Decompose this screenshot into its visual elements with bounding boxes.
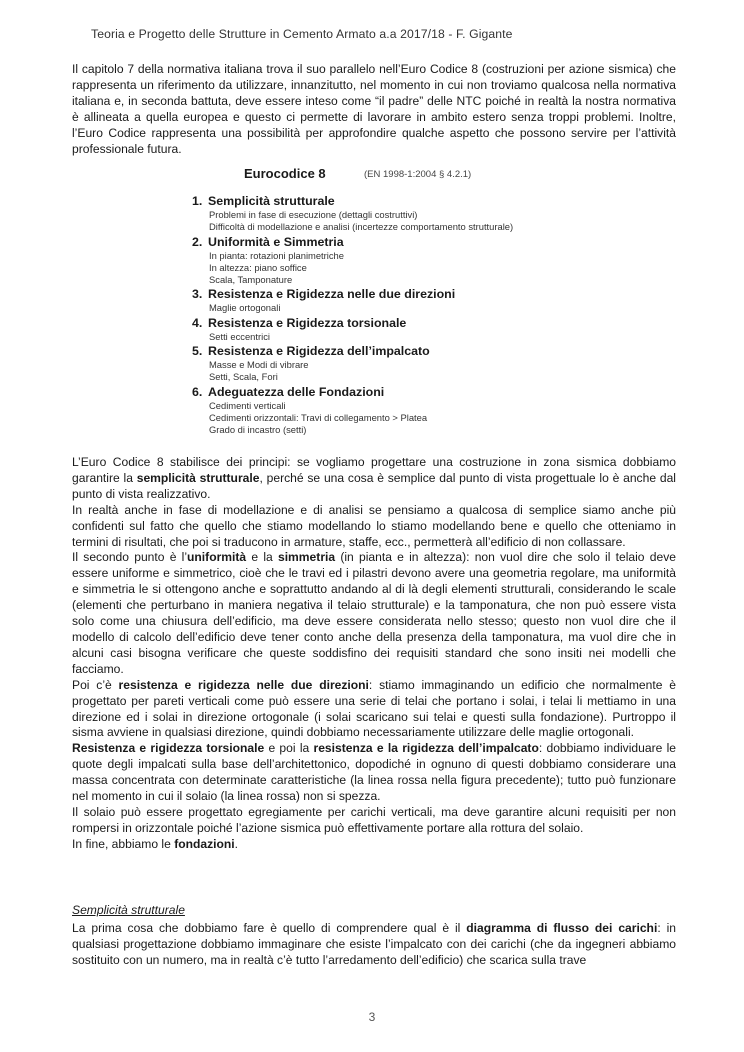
item-sub: Cedimenti orizzontali: Travi di collegamento > Platea xyxy=(209,411,428,423)
page-number: 3 xyxy=(368,1010,376,1024)
bold-term: resistenza e rigidezza nelle due direzioni xyxy=(118,677,369,692)
page-header: Teoria e Progetto delle Strutture in Cemento Armato a.a 2017/18 - F. Gigante xyxy=(91,27,513,41)
text-run: , perché se una cosa è semplice dal punto di vista progettuale lo è anche dal punto di vista realizzativo. xyxy=(72,470,676,501)
figure-item xyxy=(192,193,513,234)
body-paragraph xyxy=(72,678,676,742)
item-sub: Problemi in fase di esecuzione (dettagli costruttivi) xyxy=(209,209,418,220)
item-sub: Cedimenti verticali xyxy=(209,399,286,411)
figure-item xyxy=(192,286,513,314)
item-number: 4. xyxy=(192,315,203,330)
figure-reference: (EN 1998-1:2004 § 4.2.1) xyxy=(364,169,472,180)
item-sub: Masse e Modi di vibrare xyxy=(209,359,309,371)
item-title: Adeguatezza delle Fondazioni xyxy=(208,384,385,399)
bold-term: simmetria xyxy=(277,550,336,565)
text-run: : in qualsiasi progettazione dobbiamo immaginare che esiste l’impalcato con dei carichi (che da ingegneri abbiamo sostituito con un numero, ma in realtà c’è tutto l’arredamento dell’edificio) che scarica sulla trave xyxy=(72,920,677,967)
body-paragraph xyxy=(72,550,676,677)
item-sub: In altezza: piano soffice xyxy=(209,261,307,273)
text-run: : dobbiamo individuare le quote degli impalcati sulla base dell’architettonico, dopodiché in ognuno di questi dobbiamo considerare una massa concentrata con determinate caratteristiche (la linea rossa nella figura precedente); tutto può funzionare nel momento in cui il solaio (la linea rossa) non si spezza. xyxy=(72,741,676,804)
bold-term: semplicità strutturale xyxy=(136,470,260,485)
item-number: 5. xyxy=(192,344,203,359)
body-paragraph xyxy=(72,741,676,805)
bold-term: fondazioni xyxy=(174,836,235,851)
text-run: La prima cosa che dobbiamo fare è quello di comprendere qual è il xyxy=(72,920,467,935)
figure-item xyxy=(192,234,513,287)
text-run: (in pianta e in altezza): non vuol dire che solo il telaio deve essere uniforme e simmetrico, cioè che le travi ed i pilastri devono avere una geometria regolare, ma uniformità e simmetria le si ottengono anche e soprattutto andando al di là degli elementi strutturali, considerando le scale (elementi che perturbano in maniera negativa il telaio strutturale) e la tamponatura, che non può essere vista solo come una chiusura dell’edificio, ma deve essere considerata nello stesso; questo non vuol dire che il modello di calcolo dell’edificio deve tener conto anche della presenza della tamponatura, ma vuol dire che in alcuni casi bisogna verificare che queste soddisfino dei requisiti standard che sono insiti nei modelli che facciamo. xyxy=(72,550,676,676)
text-run: L’Euro Codice 8 stabilisce dei principi: se vogliamo progettare una costruzione in zona sismica dobbiamo garantire la xyxy=(72,455,676,485)
bold-term: Resistenza e rigidezza torsionale xyxy=(72,741,265,756)
body-paragraph: In realtà anche in fase di modellazione e di analisi se pensiamo a qualcosa di semplice siamo anche più confidenti sul fatto che quello che stiamo modellando lo stiamo modellando bene e quello che otteniamo in termini di risultati, che poi si traducono in armature, staffe, ecc., permetterà all’edificio di non collassare. xyxy=(72,502,676,549)
intro-paragraph xyxy=(72,62,676,157)
text-run: Il secondo punto è l’ xyxy=(72,550,188,565)
intro-text: Il capitolo 7 della normativa italiana trova il suo parallelo nell’Euro Codice 8 (costruzioni per azione sismica) che rappresenta un riferimento da utilizzare, innanzitutto, nel momento in cui non troviamo qualcosa nella normativa italiana e, in seconda battuta, deve essere inteso come “il padre” delle NTC poiché in realtà la nostra normativa è allineata a quella europea e questo ci permette di lavorare in ambito estero senza troppi problemi. Inoltre, l’Euro Codice rappresenta una possibilità per approfondire qualche aspetto che possono servire per l’attività professionale futura. xyxy=(72,62,676,156)
item-title: Uniformità e Simmetria xyxy=(208,234,344,249)
text-run: e poi la xyxy=(264,741,314,756)
figure-item xyxy=(192,343,513,384)
item-title: Resistenza e Rigidezza nelle due direzioni xyxy=(208,287,456,302)
text-run: In fine, abbiamo le xyxy=(72,836,175,851)
item-title: Resistenza e Rigidezza torsionale xyxy=(208,315,407,330)
text-run: : stiamo immaginando un edificio che normalmente è progettato per pareti verticali come può essere una serie di telai che portano i solai, i telai li mettiamo in una direzione ed i solai in direzione ortogonale (i solai scaricano sui telai e questi sulla fondazione). Purtroppo il sisma avviene in qualsiasi direzione, quindi dobbiamo necessariamente utilizzare delle maglie ortogonali. xyxy=(72,677,676,740)
figure-item xyxy=(192,384,513,437)
item-sub: Grado di incastro (setti) xyxy=(209,424,307,436)
item-sub: Difficoltà di modellazione e analisi (incertezze comportamento strutturale) xyxy=(209,221,514,233)
body-paragraph: Il solaio può essere progettato egregiamente per carichi verticali, ma deve garantire alcuni requisiti per non rompersi in orizzontale poiché l’azione sismica può effettivamente portare alla rottura del solaio. xyxy=(72,804,676,835)
item-sub: Setti eccentrici xyxy=(209,330,270,342)
bold-term: resistenza e la rigidezza dell’impalcato xyxy=(313,741,539,756)
text-run: . xyxy=(234,836,239,851)
item-title: Semplicità strutturale xyxy=(208,194,335,208)
bold-term: uniformità xyxy=(187,550,247,565)
text-run: e la xyxy=(246,550,278,565)
section-paragraph xyxy=(72,921,676,969)
eurocode-figure xyxy=(190,166,550,446)
section-block xyxy=(72,903,676,969)
item-number: 1. xyxy=(192,194,203,208)
body-paragraph xyxy=(72,455,676,503)
text-run: Poi c’è xyxy=(72,677,119,692)
item-sub: Setti, Scala, Fori xyxy=(209,371,278,383)
figure-item xyxy=(192,315,513,343)
item-number: 2. xyxy=(192,234,203,249)
section-heading: Semplicità strutturale xyxy=(72,903,185,917)
item-number: 6. xyxy=(192,384,203,399)
item-title: Resistenza e Rigidezza dell’impalcato xyxy=(208,344,430,359)
bold-term: diagramma di flusso dei carichi xyxy=(466,920,658,935)
item-number: 3. xyxy=(192,287,203,302)
body-paragraph xyxy=(72,837,676,853)
item-sub: Maglie ortogonali xyxy=(209,302,281,314)
figure-item-list xyxy=(192,193,513,437)
main-body xyxy=(72,455,676,853)
figure-title: Eurocodice 8 xyxy=(244,166,326,181)
item-sub: In pianta: rotazioni planimetriche xyxy=(209,249,344,261)
item-sub: Scala, Tamponature xyxy=(209,274,293,286)
